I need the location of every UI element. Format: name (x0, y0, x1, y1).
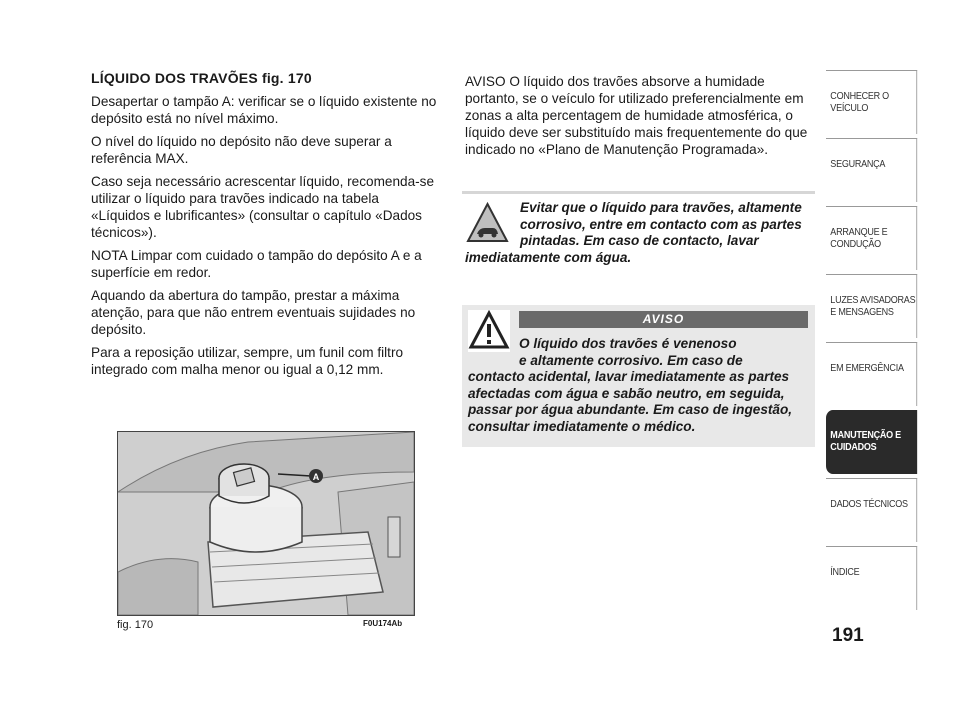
paint-corrosion-warning-icon (465, 201, 510, 246)
humidity-notice: AVISO O líquido dos travões absorve a humidade portanto, se o veículo for utilizado preferencialmente em zonas a alta percentagem de humidade atmosférica, o líquido deve ser substituído mais frequentemente do que indicado no «Plano de Manutenção Programada». (465, 74, 808, 157)
tab-arranque-e-conducao[interactable]: ARRANQUE E CONDUÇÃO (826, 206, 917, 270)
tab-conhecer-o-veiculo[interactable]: CONHECER O VEÍCULO (826, 70, 917, 134)
tab-seguranca[interactable]: SEGURANÇA (826, 138, 917, 202)
divider (462, 191, 815, 194)
brake-fluid-reservoir-figure (117, 431, 415, 616)
tab-manutencao-e-cuidados[interactable]: MANUTENÇÃO E CUIDADOS (826, 410, 917, 474)
warning-title: AVISO (519, 311, 808, 328)
paragraph: NOTA Limpar com cuidado o tampão do depósito A e a superfície em redor. (91, 248, 422, 280)
warning-text (468, 336, 813, 435)
paragraph: Aquando da abertura do tampão, prestar a máxima atenção, para que não entrem eventuais sujidades no depósito. (91, 288, 416, 337)
tab-luzes-avisadoras[interactable]: LUZES AVISADORAS E MENSAGENS (826, 274, 917, 338)
paragraph: Para a reposição utilizar, sempre, um funil com filtro integrado com malha menor ou igual a 0,12 mm. (91, 345, 404, 377)
right-column (465, 73, 815, 158)
chapter-tabs (826, 70, 917, 614)
warning-line-2: e altamente corrosivo. Em caso de (519, 352, 743, 368)
figure-caption: fig. 170 (117, 619, 154, 631)
figure-code: F0U174Ab (363, 619, 403, 628)
caution-block (465, 200, 810, 266)
reservoir-illustration (118, 432, 414, 615)
label-a: A (312, 472, 320, 482)
left-column (91, 70, 441, 384)
warning-box (462, 305, 815, 447)
section-heading: LÍQUIDO DOS TRAVÕES fig. 170 (91, 70, 312, 86)
tab-indice[interactable]: ÍNDICE (826, 546, 917, 610)
tab-dados-tecnicos[interactable]: DADOS TÉCNICOS (826, 478, 917, 542)
page-number: 191 (832, 625, 864, 646)
paragraph: Desapertar o tampão A: verificar se o líquido existente no depósito está no nível máximo. (91, 94, 437, 126)
paragraph: O nível do líquido no depósito não deve superar a referência MAX. (91, 134, 392, 166)
tab-em-emergencia[interactable]: EM EMERGÊNCIA (826, 342, 917, 406)
warning-line-1: O líquido dos travões é venenoso (519, 336, 737, 351)
paragraph: Caso seja necessário acrescentar líquido, recomenda-se utilizar o líquido para travões indicado na tabela «Líquidos e lubrificantes» (consultar o capítulo «Dados técnicos»). (91, 174, 435, 240)
warning-line-rest: contacto acidental, lavar imediatamente as partes afectadas com água e sabão neutro, em seguida, passar por água abundante. Em caso de ingestão, consultar imediatamente o médico. (468, 369, 793, 434)
caution-text: Evitar que o líquido para travões, altamente corrosivo, entre em contacto com as partes pintadas. Em caso de contacto, lavar imediatamente com água. (465, 200, 802, 265)
